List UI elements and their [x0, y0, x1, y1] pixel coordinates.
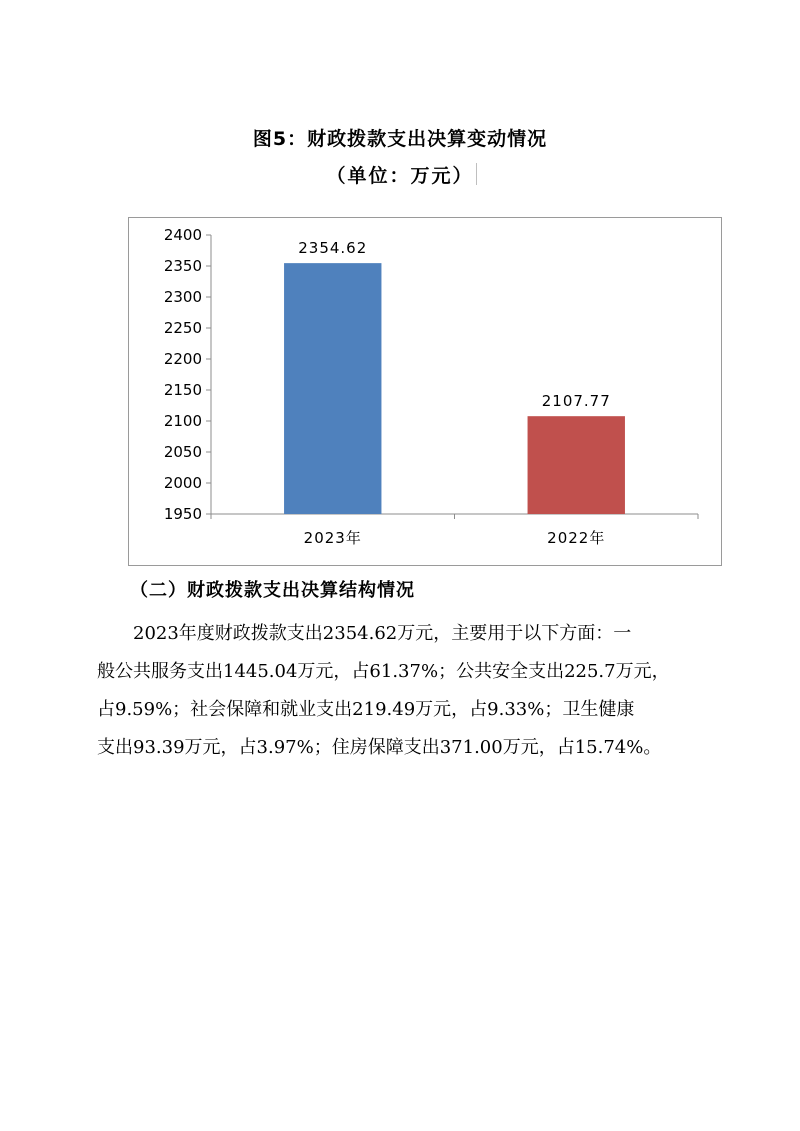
- y-tick-label: 2000: [163, 474, 202, 492]
- y-tick-label: 2400: [163, 226, 202, 244]
- section-heading: （二）财政拨款支出决算结构情况: [130, 580, 415, 601]
- y-tick-label: 1950: [163, 505, 202, 523]
- body-line-2: 般公共服务支出1445.04万元，占61.37%；公共安全支出225.7万元，: [97, 661, 670, 682]
- bar: [284, 263, 381, 514]
- body-line-4: 支出93.39万元，占3.97%；住房保障支出371.00万元，占15.74%。: [97, 737, 662, 758]
- data-label: 2107.77: [541, 392, 611, 411]
- y-tick-label: 2200: [163, 350, 202, 368]
- body-line-1: 2023年度财政拨款支出2354.62万元，主要用于以下方面：一: [133, 623, 632, 644]
- figure-unit: （单位：万元）: [326, 165, 474, 187]
- y-tick-label: 2100: [163, 412, 202, 430]
- x-tick-label: 2022年: [547, 529, 606, 547]
- text-cursor-mark: [476, 163, 477, 185]
- y-tick-label: 2250: [163, 319, 202, 337]
- y-tick-label: 2150: [163, 381, 202, 399]
- section-body: [97, 615, 707, 767]
- data-label: 2354.62: [298, 239, 368, 258]
- body-line-3: 占9.59%；社会保障和就业支出219.49万元，占9.33%；卫生健康: [97, 699, 635, 720]
- y-tick-label: 2050: [163, 443, 202, 461]
- figure-title: 图5：财政拨款支出决算变动情况: [252, 128, 548, 150]
- bar: [528, 416, 625, 514]
- x-tick-label: 2023年: [303, 529, 362, 547]
- bar-chart: [129, 218, 723, 567]
- y-tick-label: 2300: [163, 288, 202, 306]
- y-tick-label: 2350: [163, 257, 202, 275]
- chart-frame: [128, 217, 722, 566]
